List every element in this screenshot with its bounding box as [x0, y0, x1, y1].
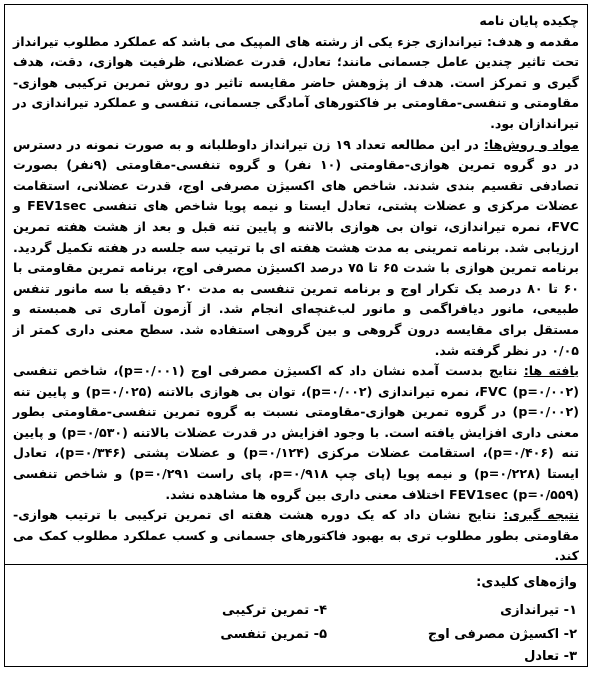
keyword-item: ۵- تمرین تنفسی: [220, 627, 327, 642]
findings-text: نتایج بدست آمده نشان داد که اکسیژن مصرفی اوج (p=۰/۰۰۱)، شاخص تنفسی FVC (p=۰/۰۰۲)، نمره تیراندازی (p=۰/۰۰۲)، توان بی هوازی بالاتنه (p=۰/۰۲۵) و پایین تنه (p=۰/۰۰۲) در گروه تمرین هوازی-مقاومتی نسبت به گروه تمرین تنفسی-مقاومتی بطور معنی داری افزایش یافته است. با وجود افزایش در قدرت عضلات بالاتنه (p=۰/۵۳۰) و پایین تنه (p=۰/۴۰۶)، استقامت عضلات مرکزی (p=۰/۱۲۴) و عضلات پشتی (p=۰/۳۴۶)، تعادل ایستا (p=۰/۲۲۸) و نیمه پویا (پای چپ p=۰/۹۱۸، پای راست p=۰/۲۹۱) و شاخص تنفسی FEV1sec (p=۰/۵۵۹) اختلاف معنی داری بین گروه ها مشاهده نشد.: [13, 363, 579, 502]
intro-paragraph: [13, 32, 579, 135]
keyword-item: ۳- تعادل: [524, 649, 577, 664]
intro-text: تیراندازی جزء یکی از رشته های المپیک می باشد که عملکرد مطلوب تیرانداز تحت تاثیر چندین عامل جسمانی مانند؛ تعادل، قدرت عضلانی، ظرفیت هوازی، دقت، هدف گیری و تمرکز است. هدف از پژوهش حاضر مقایسه تاثیر دو روش تمرین ترکیبی هوازی-مقاومتی و تنفسی-مقاومتی بر فاکتورهای آمادگی جسمانی، تنفسی و عملکرد تیراندازی در تیراندازان بود.: [13, 33, 579, 131]
conclusion-paragraph: [13, 505, 579, 567]
findings-label: یافته ها:: [523, 363, 580, 379]
conclusion-label: نتیجه گیری:: [503, 507, 579, 523]
keyword-item: ۲- اکسیژن مصرفی اوج: [427, 627, 577, 642]
abstract-title: چکیده پایان نامه: [479, 13, 579, 28]
methods-label: مواد و روش‌ها:: [483, 136, 579, 152]
keywords-section: [5, 565, 587, 668]
findings-paragraph: [13, 361, 579, 505]
keyword-item: ۴- تمرین ترکیبی: [222, 603, 327, 618]
intro-label: مقدمه و هدف:: [486, 33, 579, 49]
methods-text: در این مطالعه تعداد ۱۹ زن تیرانداز داوطلبانه و به صورت نمونه در دسترس در دو گروه تمرین هوازی-مقاومتی (۱۰ نفر) و گروه تنفسی-مقاومتی (۹نفر) بصورت تصادفی تقسیم بندی شدند. شاخص های اکسیژن مصرفی اوج، قدرت عضلانی، استقامت عضلات مرکزی و عضلات پشتی، تعادل ایستا و نیمه پویا شاخص های تنفسی FEV1sec و FVC، نمره تیراندازی، توان بی هوازی بالاتنه و پایین تنه قبل و بعد از هشت هفته تمرین ارزیابی شد. برنامه تمرینی به مدت هشت هفته ای با ترتیب سه جلسه در هفته تکمیل گردید. برنامه تمرین هوازی با شدت ۶۵ تا ۷۵ درصد اکسیژن مصرفی اوج، برنامه تمرین مقاومتی با ۶۰ تا ۸۰ درصد یک تکرار اوج و برنامه تمرین تنفسی به مدت ۲۰ دقیقه با سه مانور تنفس طبیعی، مانور دیافراگمی و مانور لب‌غنچه‌ای انجام شد. از آزمون آماری تی همبسته و مستقل برای مقایسه درون گروهی و بین گروهی استفاده شد. سطح معنی داری کمتر از ۰/۰۵ در نظر گرفته شد.: [13, 136, 579, 358]
conclusion-text: نتایج نشان داد که یک دوره هشت هفته ای تمرین ترکیبی با ترتیب هوازی-مقاومتی بطور مطلوب تری به بهبود فاکتورهای جسمانی و کسب عملکرد مطلوب کمک می کند.: [13, 507, 579, 564]
keywords-title: واژه‌های کلیدی:: [476, 575, 577, 590]
abstract-section: [5, 5, 587, 565]
methods-paragraph: [13, 135, 579, 362]
keyword-item: ۱- تیراندازی: [500, 603, 577, 618]
abstract-frame: [4, 4, 588, 667]
